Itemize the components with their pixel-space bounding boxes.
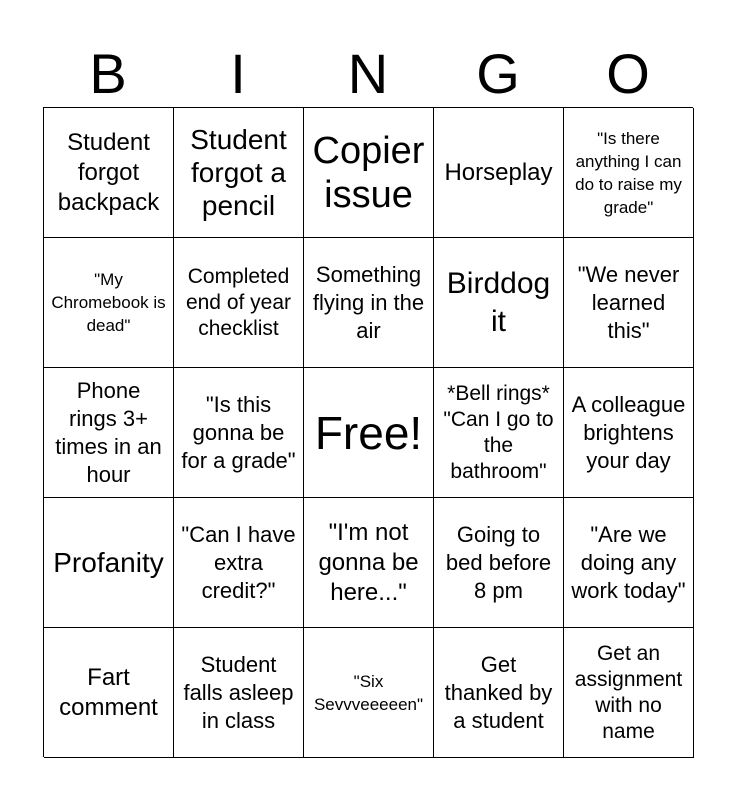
- cell-text: A colleague brightens your day: [571, 391, 686, 473]
- bingo-cell-r2-c5[interactable]: [564, 238, 694, 368]
- cell-text: Student forgot backpack: [57, 128, 160, 216]
- cell-text: "Can I have extra credit?": [181, 521, 296, 603]
- bingo-cell-r4-c1[interactable]: [44, 498, 174, 628]
- cell-text: Something flying in the air: [312, 261, 425, 343]
- bingo-cell-r4-c5[interactable]: [564, 498, 694, 628]
- bingo-cell-r2-c1[interactable]: [44, 238, 174, 368]
- bingo-cell-r5-c1[interactable]: [44, 628, 174, 758]
- bingo-cell-r3-c5[interactable]: [564, 368, 694, 498]
- bingo-cell-r2-c2[interactable]: [174, 238, 304, 368]
- bingo-cell-r5-c3[interactable]: [304, 628, 434, 758]
- cell-text: "Are we doing any work today": [571, 521, 686, 603]
- bingo-cell-r5-c4[interactable]: [434, 628, 564, 758]
- header-letter-i: I: [230, 42, 246, 105]
- bingo-cell-r5-c5[interactable]: [564, 628, 694, 758]
- bingo-cell-r1-c1[interactable]: [44, 108, 174, 238]
- bingo-cell-r1-c2[interactable]: [174, 108, 304, 238]
- cell-text: "Is this gonna be for a grade": [181, 391, 296, 473]
- cell-text: "My Chromebook is dead": [51, 270, 166, 335]
- bingo-cell-r4-c4[interactable]: [434, 498, 564, 628]
- header-letter-o: O: [606, 42, 650, 105]
- bingo-cell-r2-c3[interactable]: [304, 238, 434, 368]
- cell-text: *Bell rings* "Can I go to the bathroom": [443, 381, 554, 483]
- bingo-cell-r3-c1[interactable]: [44, 368, 174, 498]
- cell-text: Horseplay: [444, 158, 553, 186]
- cell-text: Copier issue: [312, 129, 425, 216]
- bingo-cell-r3-c2[interactable]: [174, 368, 304, 498]
- cell-text: Profanity: [53, 547, 164, 578]
- bingo-grid: [43, 107, 693, 757]
- cell-text: Fart comment: [59, 663, 158, 721]
- header-letter-g: G: [476, 42, 520, 105]
- bingo-cell-r4-c3[interactable]: [304, 498, 434, 628]
- cell-text: Get thanked by a student: [444, 651, 553, 733]
- cell-text: "We never learned this": [577, 261, 680, 343]
- cell-text: Birddog it: [446, 266, 551, 338]
- cell-text: "Is there anything I can do to raise my grade": [575, 128, 682, 217]
- cell-text: "Six Sevvveeeeen": [313, 671, 424, 714]
- cell-text: Get an assignment with no name: [574, 641, 683, 743]
- cell-text: Student falls asleep in class: [183, 651, 294, 733]
- header-letter-b: B: [89, 42, 127, 105]
- bingo-cell-r3-c4[interactable]: [434, 368, 564, 498]
- cell-text: "I'm not gonna be here...": [318, 518, 419, 606]
- bingo-cell-r1-c3[interactable]: [304, 108, 434, 238]
- bingo-cell-free-space[interactable]: [304, 368, 434, 498]
- free-space-text: Free!: [314, 406, 423, 459]
- header-letter-n: N: [347, 42, 389, 105]
- bingo-cell-r5-c2[interactable]: [174, 628, 304, 758]
- cell-text: Phone rings 3+ times in an hour: [55, 377, 162, 487]
- bingo-cell-r1-c4[interactable]: [434, 108, 564, 238]
- bingo-header: [43, 40, 693, 108]
- bingo-cell-r4-c2[interactable]: [174, 498, 304, 628]
- bingo-cell-r1-c5[interactable]: [564, 108, 694, 238]
- cell-text: Student forgot a pencil: [190, 124, 287, 221]
- bingo-cell-r2-c4[interactable]: [434, 238, 564, 368]
- cell-text: Going to bed before 8 pm: [445, 521, 552, 603]
- cell-text: Completed end of year checklist: [185, 264, 292, 340]
